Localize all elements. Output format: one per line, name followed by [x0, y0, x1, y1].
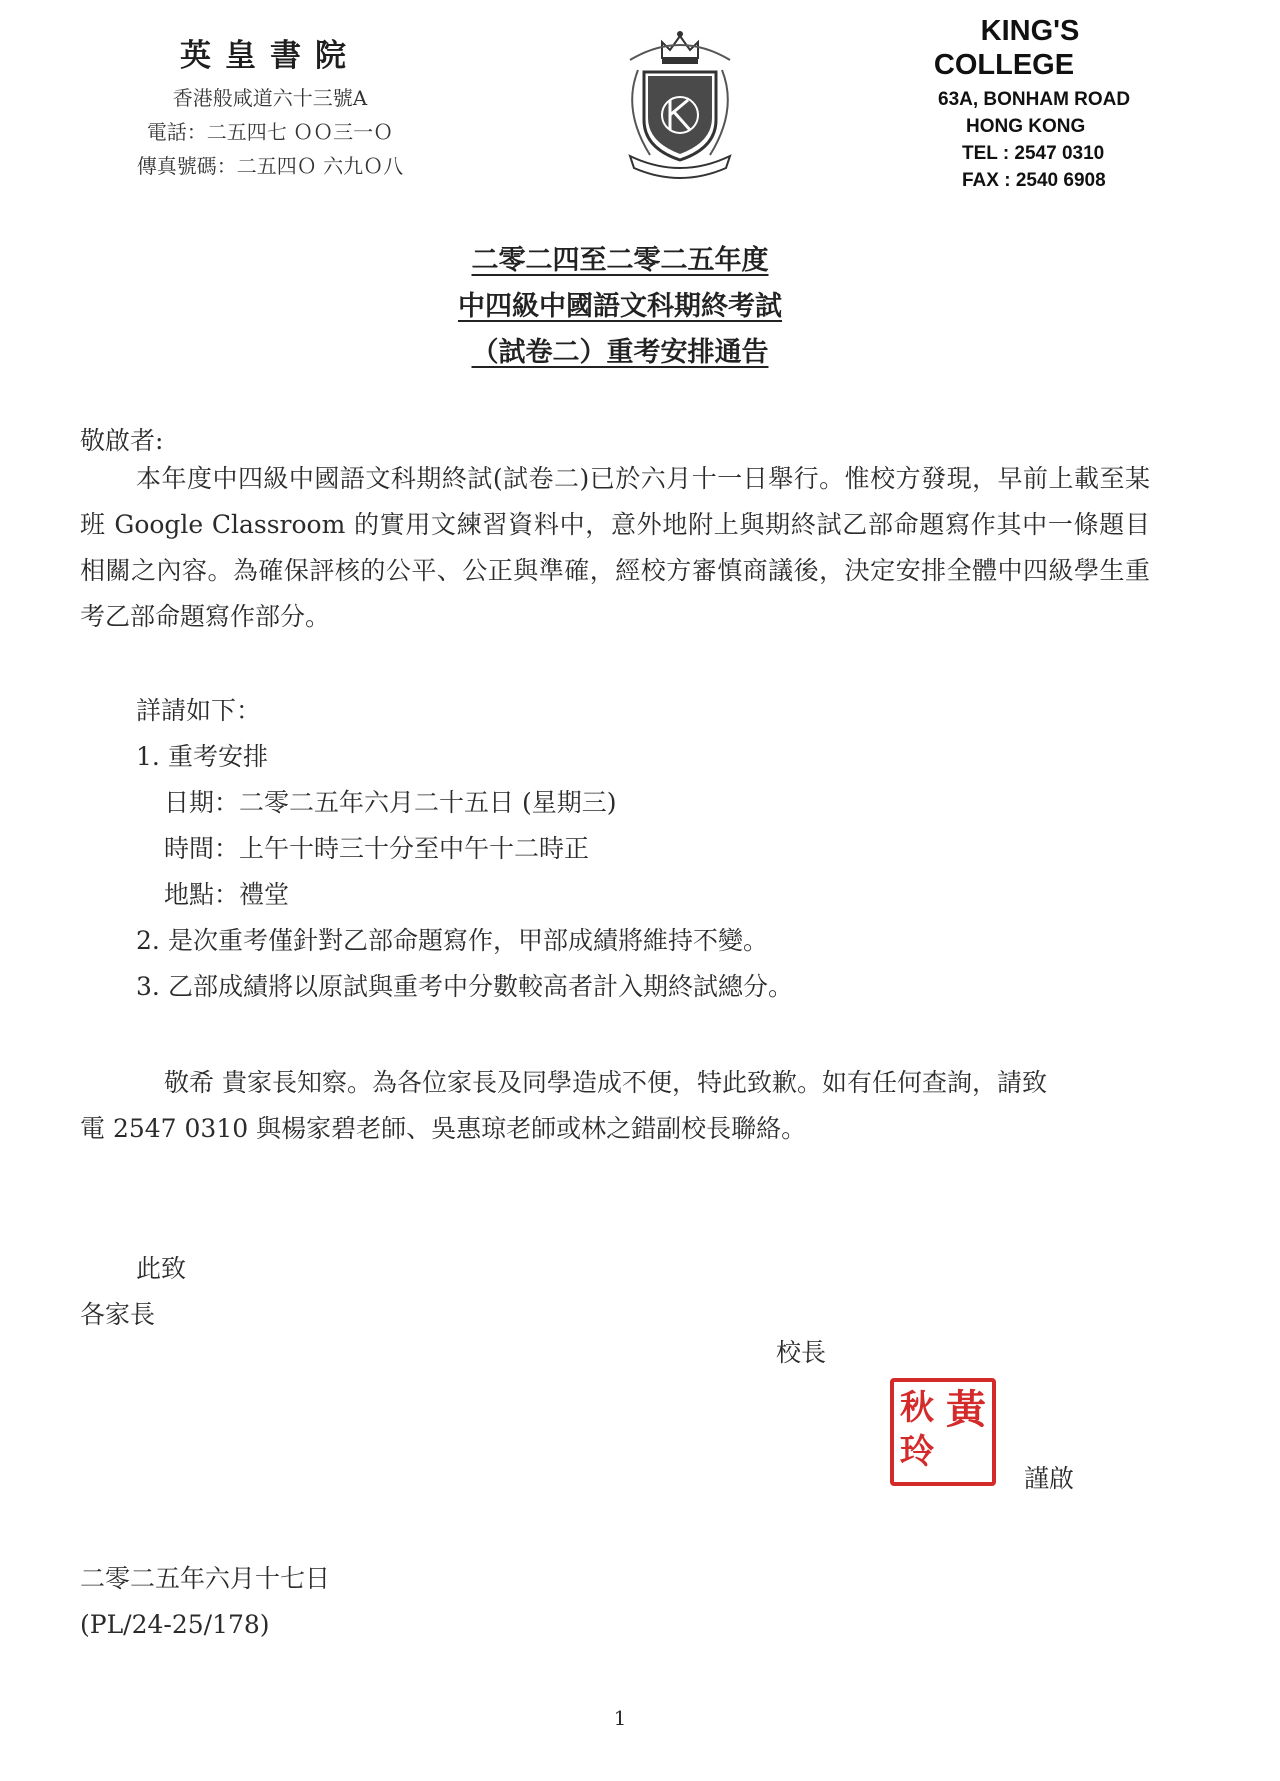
item-2-number: 2. [136, 926, 160, 955]
notice-paragraph: 本年度中四級中國語文科期終試(試卷二)已於六月十一日舉行。惟校方發現，早前上載至某班 Google Classroom 的實用文練習資料中，意外地附上與期終試乙部命題寫作其中一條題目相關之內容。為確保評核的公平、公正與準確，經校方審慎商議後，決定安排全體中四級學生重考乙部命題寫作部分。 [80, 464, 1150, 631]
reference-number: (PL/24-25/178) [80, 1610, 270, 1639]
addressee-line-1: 此致 [136, 1254, 187, 1283]
exam-venue: 地點：禮堂 [164, 880, 290, 909]
closing-line-1: 敬希 貴家長知察。為各位家長及同學造成不便，特此致歉。如有任何查詢，請致 [164, 1068, 1047, 1097]
notice-date: 二零二五年六月十七日 [80, 1564, 331, 1593]
item-2-text: 是次重考僅針對乙部命題寫作，甲部成績將維持不變。 [168, 926, 769, 955]
details-intro: 詳請如下： [136, 696, 262, 725]
notice-title-line2: 中四級中國語文科期終考試 [458, 291, 782, 322]
school-name-zh: 英皇書院 [180, 38, 360, 74]
school-crest-logo [610, 20, 750, 180]
item-3-number: 3. [136, 972, 160, 1001]
school-name-en-line1: KING'S [980, 15, 1080, 47]
notice-title-line1: 二零二四至二零二五年度 [471, 245, 769, 276]
principal-label: 校長 [776, 1338, 827, 1367]
notice-title-line3: （試卷二）重考安排通告 [471, 337, 769, 368]
item-1-number: 1. [136, 742, 160, 771]
school-address-zh: 香港般咸道六十三號A [172, 86, 368, 110]
school-fax-en: FAX : 2540 6908 [962, 170, 1106, 191]
school-name-en-line2: COLLEGE [933, 49, 1075, 81]
sign-off: 謹啟 [1024, 1464, 1075, 1493]
school-fax-zh: 傳真號碼：二五四Ｏ 六九Ｏ八 [136, 154, 404, 178]
item-1-title: 重考安排 [168, 742, 269, 771]
salutation: 敬啟者: [80, 426, 164, 455]
school-tel-en: TEL : 2547 0310 [962, 143, 1105, 164]
principal-seal [890, 1378, 996, 1486]
page-number: 1 [613, 1706, 627, 1730]
seal-char-1: 黃 [946, 1386, 986, 1433]
school-header-en [900, 14, 1200, 194]
exam-date: 日期：二零二五年六月二十五日 (星期三) [164, 788, 617, 817]
school-address-en-2: HONG KONG [966, 116, 1086, 137]
school-phone-zh: 電話：二五四七 ＯＯ三一Ｏ [146, 120, 394, 144]
seal-char-2: 秋 [900, 1388, 934, 1428]
item-3-text: 乙部成績將以原試與重考中分數較高者計入期終試總分。 [168, 972, 794, 1001]
school-address-en-1: 63A, BONHAM ROAD [938, 89, 1131, 110]
closing-line-2: 電 2547 0310 與楊家碧老師、吳惠琼老師或林之錯副校長聯絡。 [80, 1114, 807, 1143]
seal-char-3: 玲 [900, 1432, 934, 1472]
exam-time: 時間：上午十時三十分至中午十二時正 [164, 834, 590, 863]
addressee-line-2: 各家長 [80, 1300, 156, 1329]
